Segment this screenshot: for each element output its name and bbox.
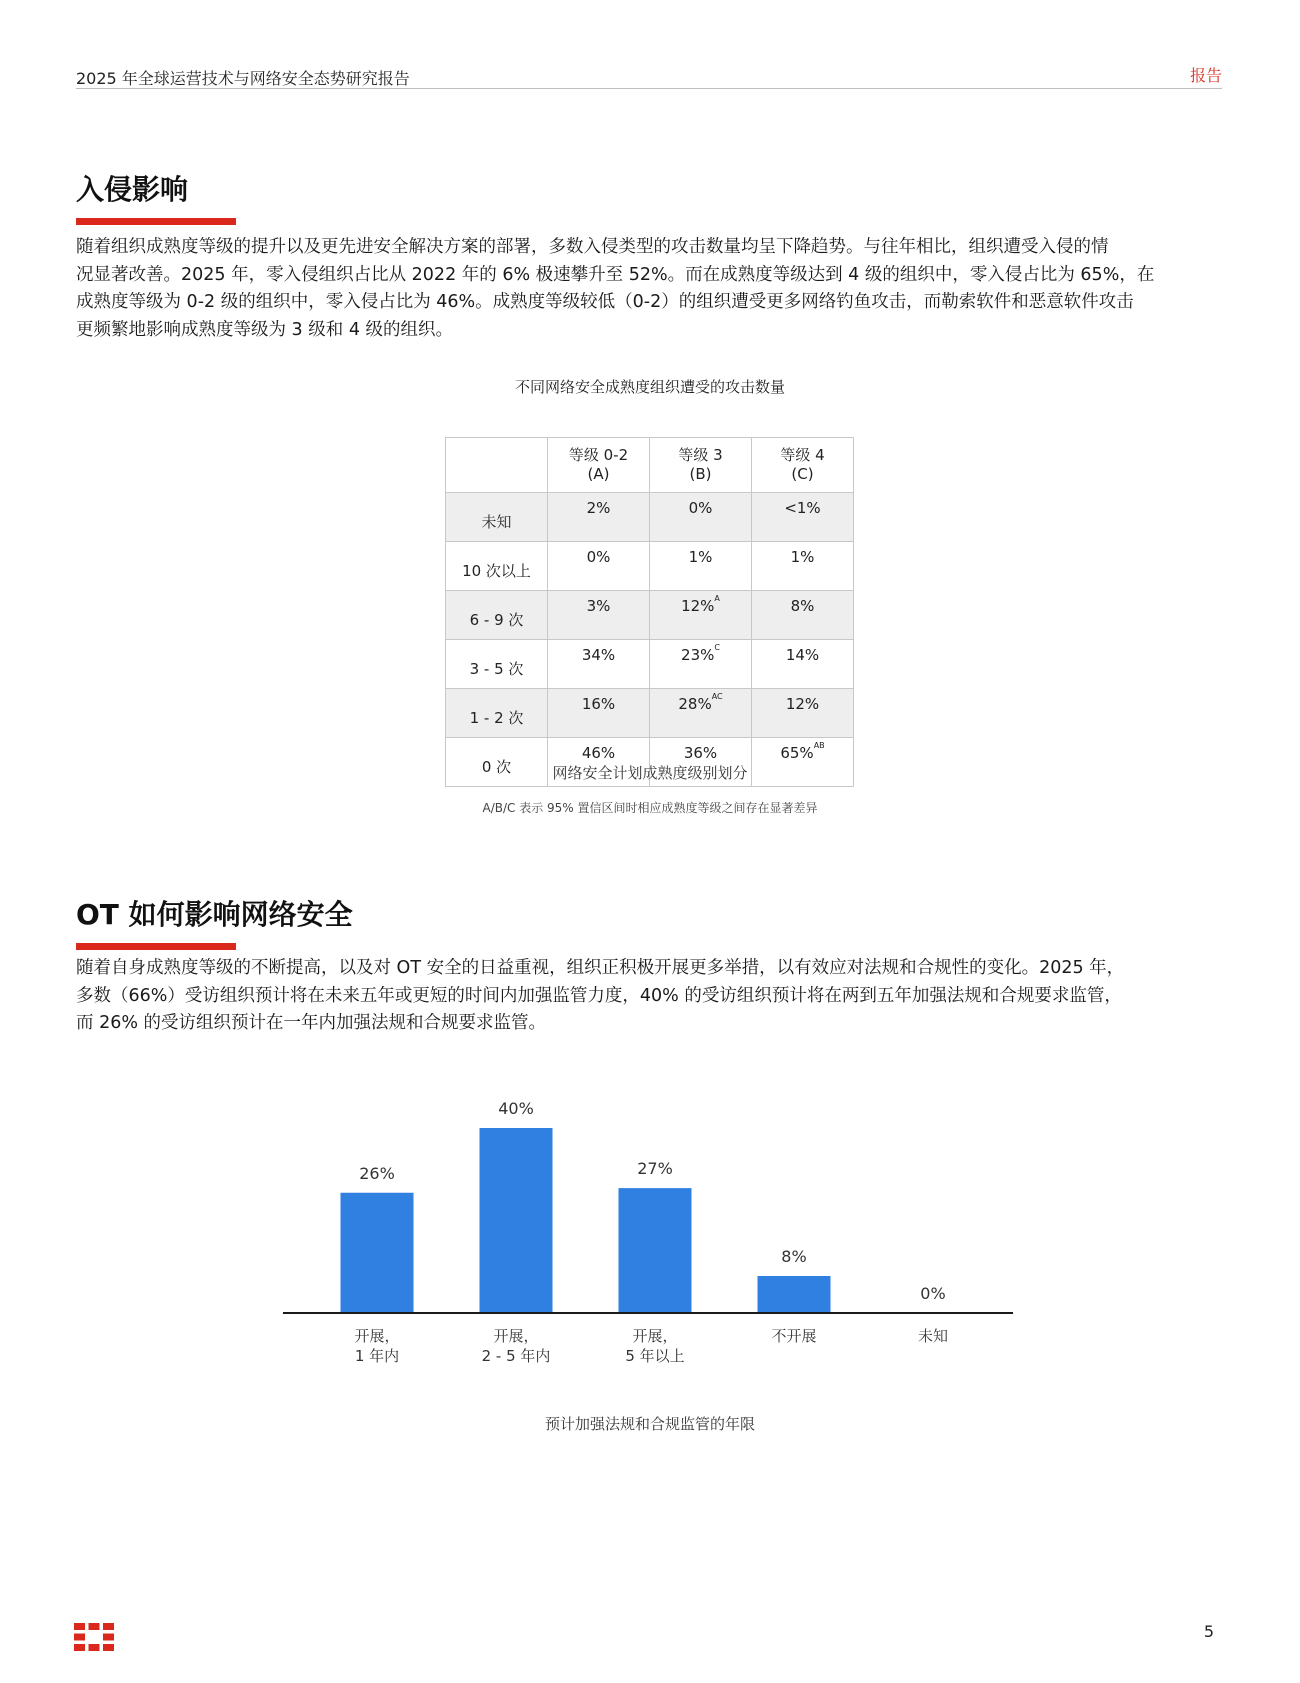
- bar: [480, 1128, 553, 1313]
- cell-value: 36%: [683, 744, 718, 762]
- paragraph-line: 随着组织成熟度等级的提升以及更先进安全解决方案的部署，多数入侵类型的攻击数量均呈下降趋势。与往年相比，组织遭受入侵的情: [76, 237, 1109, 257]
- bar: [619, 1188, 692, 1313]
- column-header-line: (C): [791, 465, 814, 483]
- category-tick-label: 未知: [917, 1327, 949, 1345]
- paragraph-line: 况显著改善。2025 年，零入侵组织占比从 2022 年的 6% 极速攀升至 52%。而在成熟度等级达到 4 级的组织中，零入侵占比为 65%，在: [76, 264, 1155, 285]
- cell-value: 14%: [785, 646, 820, 664]
- bar-value-label: 0%: [920, 1284, 946, 1303]
- significance-marker: AC: [711, 692, 723, 701]
- category-tick-label: 1 年内: [354, 1347, 400, 1365]
- column-header-line: 等级 0-2: [568, 446, 629, 464]
- bar-value-label: 26%: [359, 1163, 395, 1183]
- row-label: 未知: [446, 493, 548, 542]
- significance-marker: AB: [813, 741, 825, 750]
- chart-x-axis-title: 预计加强法规和合规监管的年限: [544, 1415, 755, 1433]
- category-tick-label: 不开展: [771, 1327, 817, 1345]
- paragraph-line: 随着自身成熟度等级的不断提高，以及对 OT 安全的日益重视，组织正积极开展更多举措，以有效应对法规和合规性的变化。2025 年，: [76, 958, 1125, 978]
- section-title-ot-impact: OT 如何影响网络安全: [76, 898, 353, 931]
- section-title-intrusion-impact: 入侵影响: [76, 173, 189, 206]
- row-label: 0 次: [446, 738, 548, 787]
- page-number: 5: [1203, 1622, 1214, 1641]
- cell-value: 2%: [586, 499, 611, 517]
- cell-value: 8%: [790, 597, 815, 615]
- significance-marker: C: [714, 643, 720, 652]
- paragraph-line: 成熟度等级为 0-2 级的组织中，零入侵占比为 46%。成熟度等级较低（0-2）的组织遭受更多网络钓鱼攻击，而勒索软件和恶意软件攻击: [76, 292, 1134, 312]
- cell-value: 12%: [785, 695, 820, 713]
- table-caption: 不同网络安全成熟度组织遭受的攻击数量: [514, 378, 785, 396]
- category-tick-label: 5 年以上: [625, 1347, 685, 1365]
- bar-value-label: 27%: [637, 1159, 673, 1179]
- cell-value: 0%: [586, 548, 611, 566]
- paragraph-line: 多数（66%）受访组织预计将在未来五年或更短的时间内加强监管力度，40% 的受访组织预计将在两到五年加强法规和合规要求监管，: [76, 985, 1122, 1006]
- cell-value: 16%: [581, 695, 616, 713]
- column-header-line: 等级 4: [780, 446, 825, 464]
- cell-value: 1%: [790, 548, 815, 566]
- report-type-label: 报告: [1189, 66, 1222, 85]
- category-tick-label: 开展，: [493, 1327, 539, 1345]
- column-header-line: (A): [587, 465, 610, 483]
- cell-value: 3%: [586, 597, 611, 615]
- row-label: 6 - 9 次: [446, 591, 548, 640]
- bar: [341, 1193, 414, 1313]
- significance-marker: A: [714, 594, 720, 603]
- table-axis-label: 网络安全计划成熟度级别划分: [552, 764, 748, 782]
- row-label: 1 - 2 次: [446, 689, 548, 738]
- report-title: 2025 年全球运营技术与网络安全态势研究报告: [76, 69, 410, 88]
- paragraph-line: 更频繁地影响成熟度等级为 3 级和 4 级的组织。: [76, 319, 454, 340]
- brand-logo-icon: [74, 1623, 114, 1651]
- category-tick-label: 开展，: [354, 1327, 400, 1345]
- bar: [758, 1276, 831, 1313]
- cell-value: 65%: [780, 744, 814, 762]
- significance-note: A/B/C 表示 95% 置信区间时相应成熟度等级之间存在显著差异: [482, 801, 818, 815]
- cell-value: 28%: [678, 695, 712, 713]
- column-header-line: (B): [689, 465, 712, 483]
- cell-value: 23%: [681, 646, 715, 664]
- cell-value: 1%: [688, 548, 713, 566]
- bar-value-label: 8%: [781, 1247, 807, 1266]
- cell-value: <1%: [784, 499, 821, 517]
- category-tick-label: 开展，: [632, 1327, 678, 1345]
- cell-value: 12%: [681, 597, 715, 615]
- cell-value: 34%: [581, 646, 616, 664]
- cell-value: 46%: [581, 744, 616, 762]
- column-header-line: 等级 3: [678, 446, 723, 464]
- category-tick-label: 2 - 5 年内: [481, 1347, 551, 1365]
- row-label: 10 次以上: [446, 542, 548, 591]
- row-label: 3 - 5 次: [446, 640, 548, 689]
- paragraph-line: 而 26% 的受访组织预计在一年内加强法规和合规要求监管。: [76, 1013, 547, 1033]
- bar-value-label: 40%: [498, 1099, 534, 1118]
- cell-value: 0%: [688, 499, 713, 517]
